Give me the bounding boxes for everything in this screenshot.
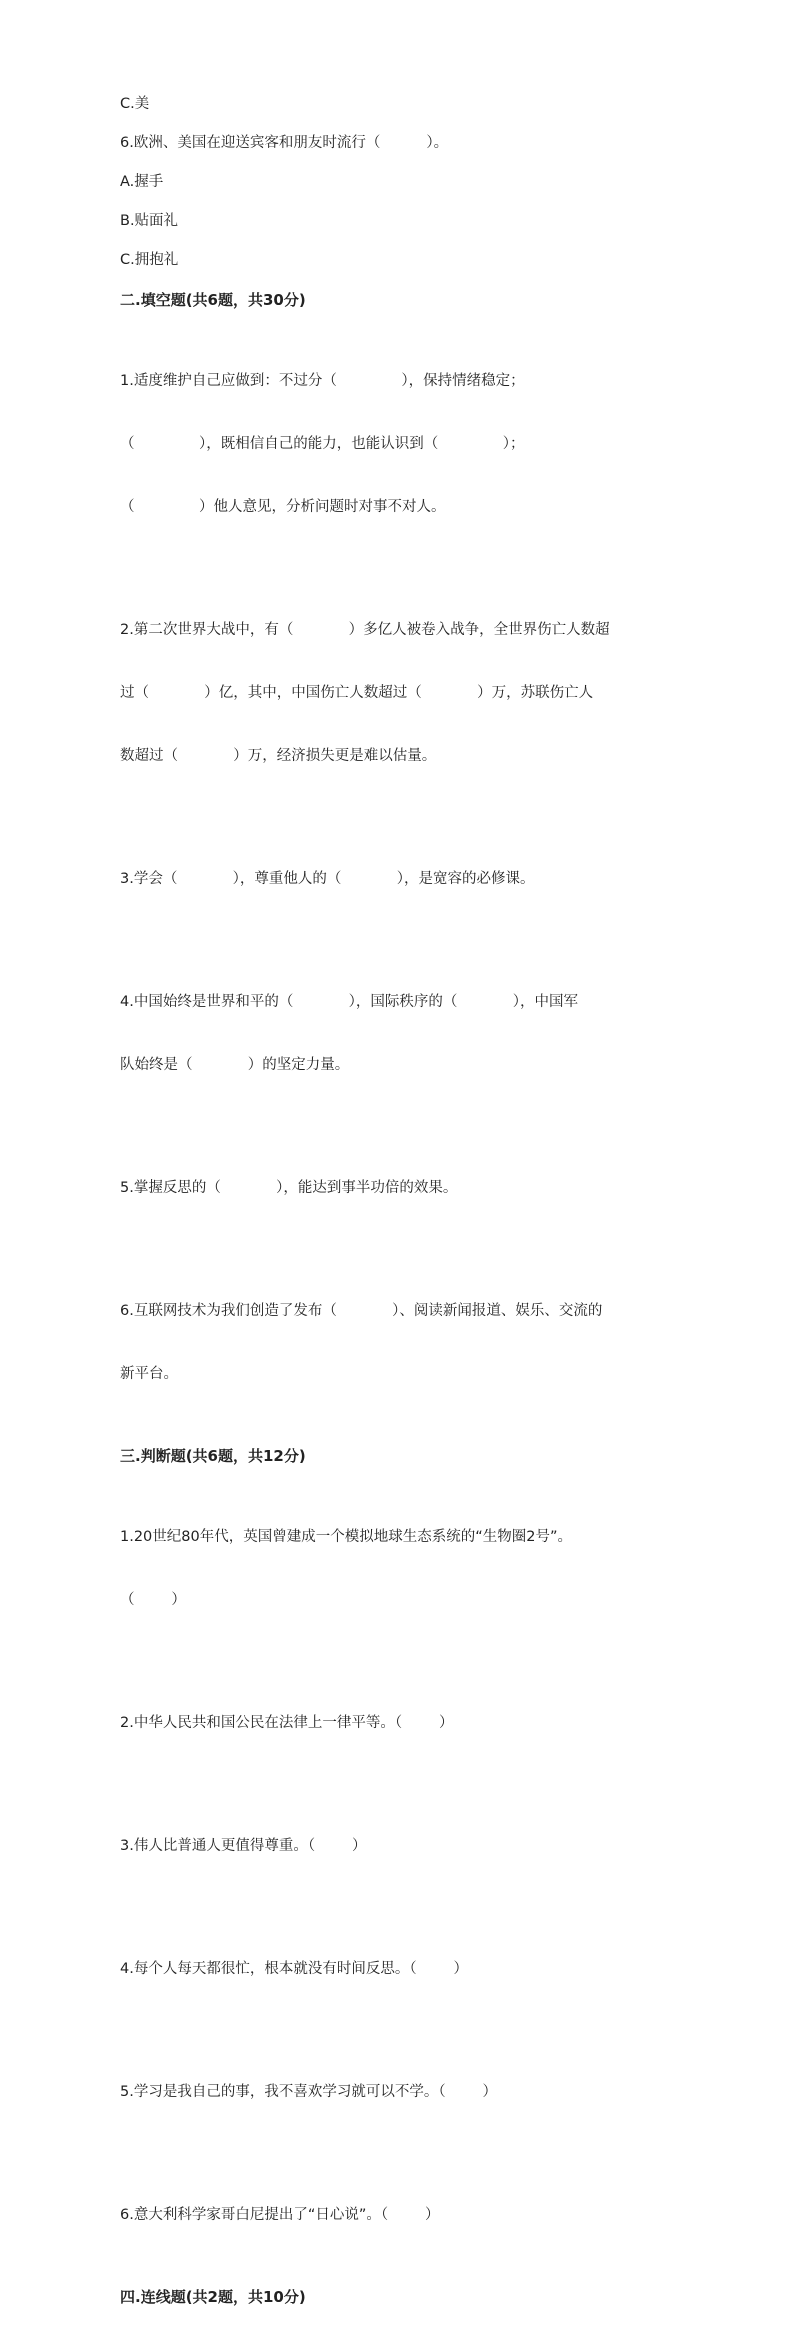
true-false-question-4 <box>120 1917 680 2022</box>
question-line: 5.掌握反思的（ ），能达到事半功倍的效果。 <box>120 1180 458 1196</box>
true-false-question-5 <box>120 2040 680 2145</box>
fill-blank-question-6 <box>120 1259 680 1427</box>
question-6-option-c: C.拥抱礼 <box>120 252 179 268</box>
question-line: 5.学习是我自己的事，我不喜欢学习就可以不学。（ ） <box>120 2084 497 2100</box>
question-line: 6.互联网技术为我们创造了发布（ ）、阅读新闻报道、娱乐、交流的 <box>120 1303 603 1319</box>
question-line: 2.第二次世界大战中，有（ ）多亿人被卷入战争，全世界伤亡人数超 <box>120 622 610 638</box>
question-line: 1.20世纪80年代，英国曾建成一个模拟地球生态系统的“生物圈2号”。 <box>120 1529 572 1545</box>
question-6-option-b: B.贴面礼 <box>120 213 179 229</box>
question-6-stem: 6.欧洲、美国在迎送宾客和朋友时流行（ ）。 <box>120 135 449 151</box>
fill-blank-question-4 <box>120 950 680 1118</box>
question-line: 1.适度维护自己应做到：不过分（ ），保持情绪稳定； <box>120 373 525 389</box>
section-true-false-title: 三.判断题(共6题，共12分) <box>120 1447 306 1465</box>
true-false-question-3 <box>120 1794 680 1899</box>
question-line: （ ），既相信自己的能力，也能认识到（ ）； <box>120 436 525 452</box>
section-fill-blank-title: 二.填空题(共6题，共30分) <box>120 291 306 309</box>
question-line: 6.意大利科学家哥白尼提出了“日心说”。（ ） <box>120 2207 440 2223</box>
fill-blank-question-5 <box>120 1136 680 1241</box>
section-matching-title: 四.连线题(共2题，共10分) <box>120 2288 306 2306</box>
question-line: 新平台。 <box>120 1366 178 1382</box>
true-false-question-2 <box>120 1671 680 1776</box>
fill-blank-question-1 <box>120 329 680 560</box>
true-false-question-6 <box>120 2163 680 2268</box>
question-line: 过（ ）亿，其中，中国伤亡人数超过（ ）万，苏联伤亡人 <box>120 685 594 701</box>
question-line: （ ） <box>120 1592 186 1608</box>
question-line: 队始终是（ ）的坚定力量。 <box>120 1057 350 1073</box>
question-line: 4.每个人每天都很忙，根本就没有时间反思。（ ） <box>120 1961 468 1977</box>
question-line: 3.伟人比普通人更值得尊重。（ ） <box>120 1838 367 1854</box>
question-line: 2.中华人民共和国公民在法律上一律平等。（ ） <box>120 1715 454 1731</box>
document-page <box>120 94 680 2326</box>
question-line: 3.学会（ ），尊重他人的（ ），是宽容的必修课。 <box>120 871 535 887</box>
fill-blank-question-3 <box>120 827 680 932</box>
fill-blank-question-2 <box>120 578 680 809</box>
question-6-option-a: A.握手 <box>120 174 164 190</box>
question-line: 4.中国始终是世界和平的（ ），国际秩序的（ ），中国军 <box>120 994 578 1010</box>
option-c-mei: C.美 <box>120 96 150 112</box>
true-false-question-1 <box>120 1485 680 1653</box>
question-line: （ ）他人意见，分析问题时对事不对人。 <box>120 499 446 515</box>
question-line: 数超过（ ）万，经济损失更是难以估量。 <box>120 748 437 764</box>
